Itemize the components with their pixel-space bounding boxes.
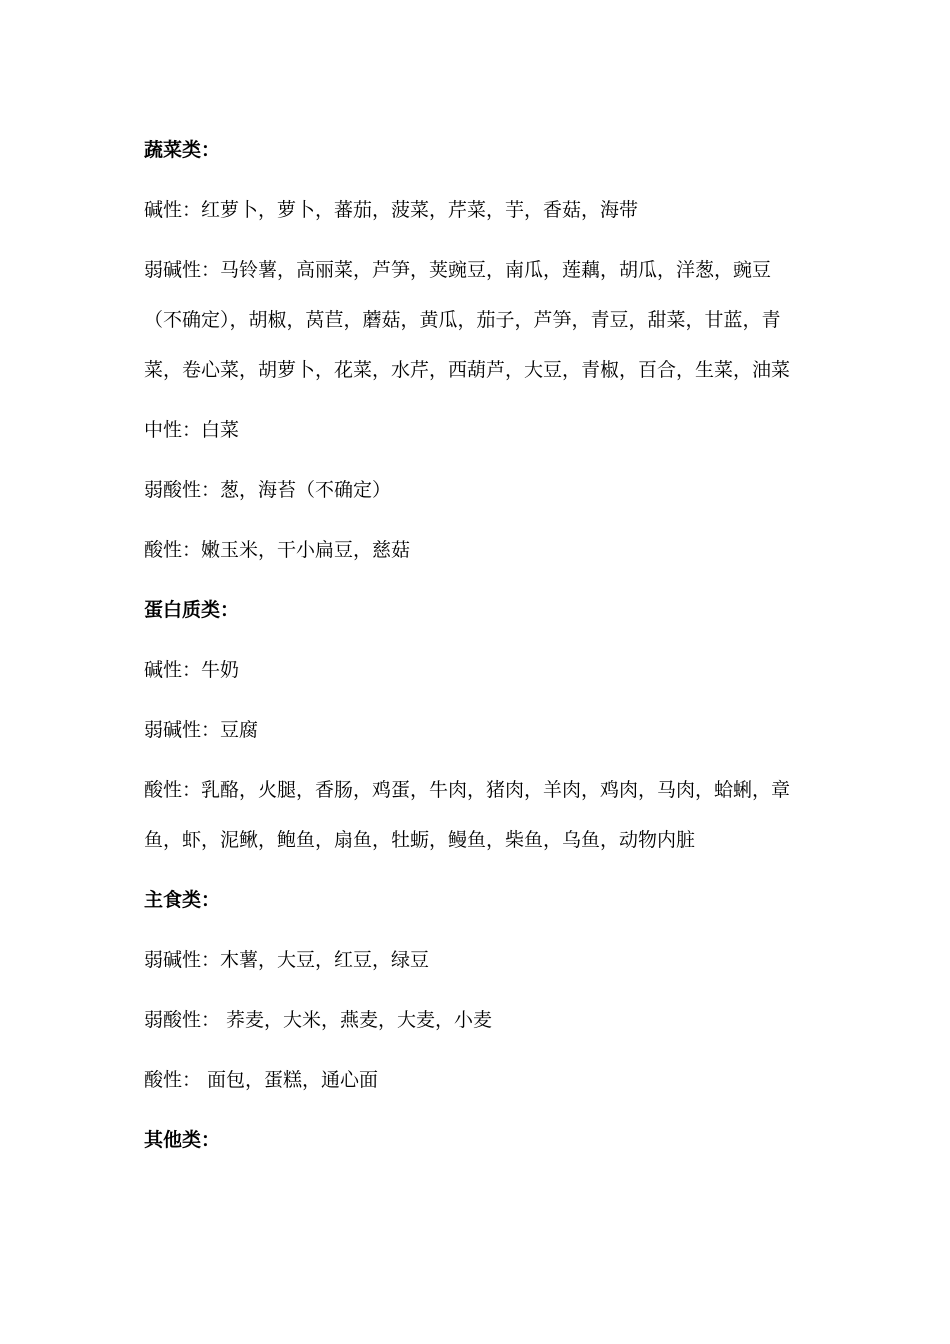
vegetables-weak-acid: 弱酸性：葱，海苔（不确定） [144,479,392,501]
section-heading-others: 其他类： [144,1129,221,1151]
document-body [144,120,800,1170]
staples-weak-alkaline: 弱碱性：木薯，大豆，红豆，绿豆 [144,949,430,971]
vegetables-acid: 酸性：嫩玉米，干小扁豆，慈菇 [144,539,411,561]
section-heading-protein: 蛋白质类： [144,599,240,621]
section-heading-vegetables: 蔬菜类： [144,139,221,161]
vegetables-weak-alkaline: 弱碱性：马铃薯，高丽菜，芦笋，荚豌豆，南瓜，莲藕，胡瓜，洋葱，豌豆（不确定），胡椒，莴苣，蘑菇，黄瓜，茄子，芦笋，青豆，甜菜，甘蓝，青菜，卷心菜，胡萝卜，花菜，水芹，西葫芦，大豆，青椒，百合，生菜，油菜 [144,259,791,381]
protein-alkaline: 碱性：牛奶 [144,659,240,681]
vegetables-alkaline: 碱性：红萝卜，萝卜，蕃茄，菠菜，芹菜，芋，香菇，海带 [144,199,639,221]
protein-acid: 酸性：乳酪，火腿，香肠，鸡蛋，牛肉，猪肉，羊肉，鸡肉，马肉，蛤蜊，章鱼，虾，泥鳅，鲍鱼，扇鱼，牡蛎，鳗鱼，柴鱼，乌鱼，动物内脏 [144,779,791,851]
section-heading-staples: 主食类： [144,889,221,911]
staples-acid: 酸性： 面包，蛋糕，通心面 [144,1069,379,1091]
protein-weak-alkaline: 弱碱性：豆腐 [144,719,259,741]
staples-weak-acid: 弱酸性： 荞麦，大米，燕麦，大麦，小麦 [144,1009,493,1031]
vegetables-neutral: 中性：白菜 [144,419,240,441]
